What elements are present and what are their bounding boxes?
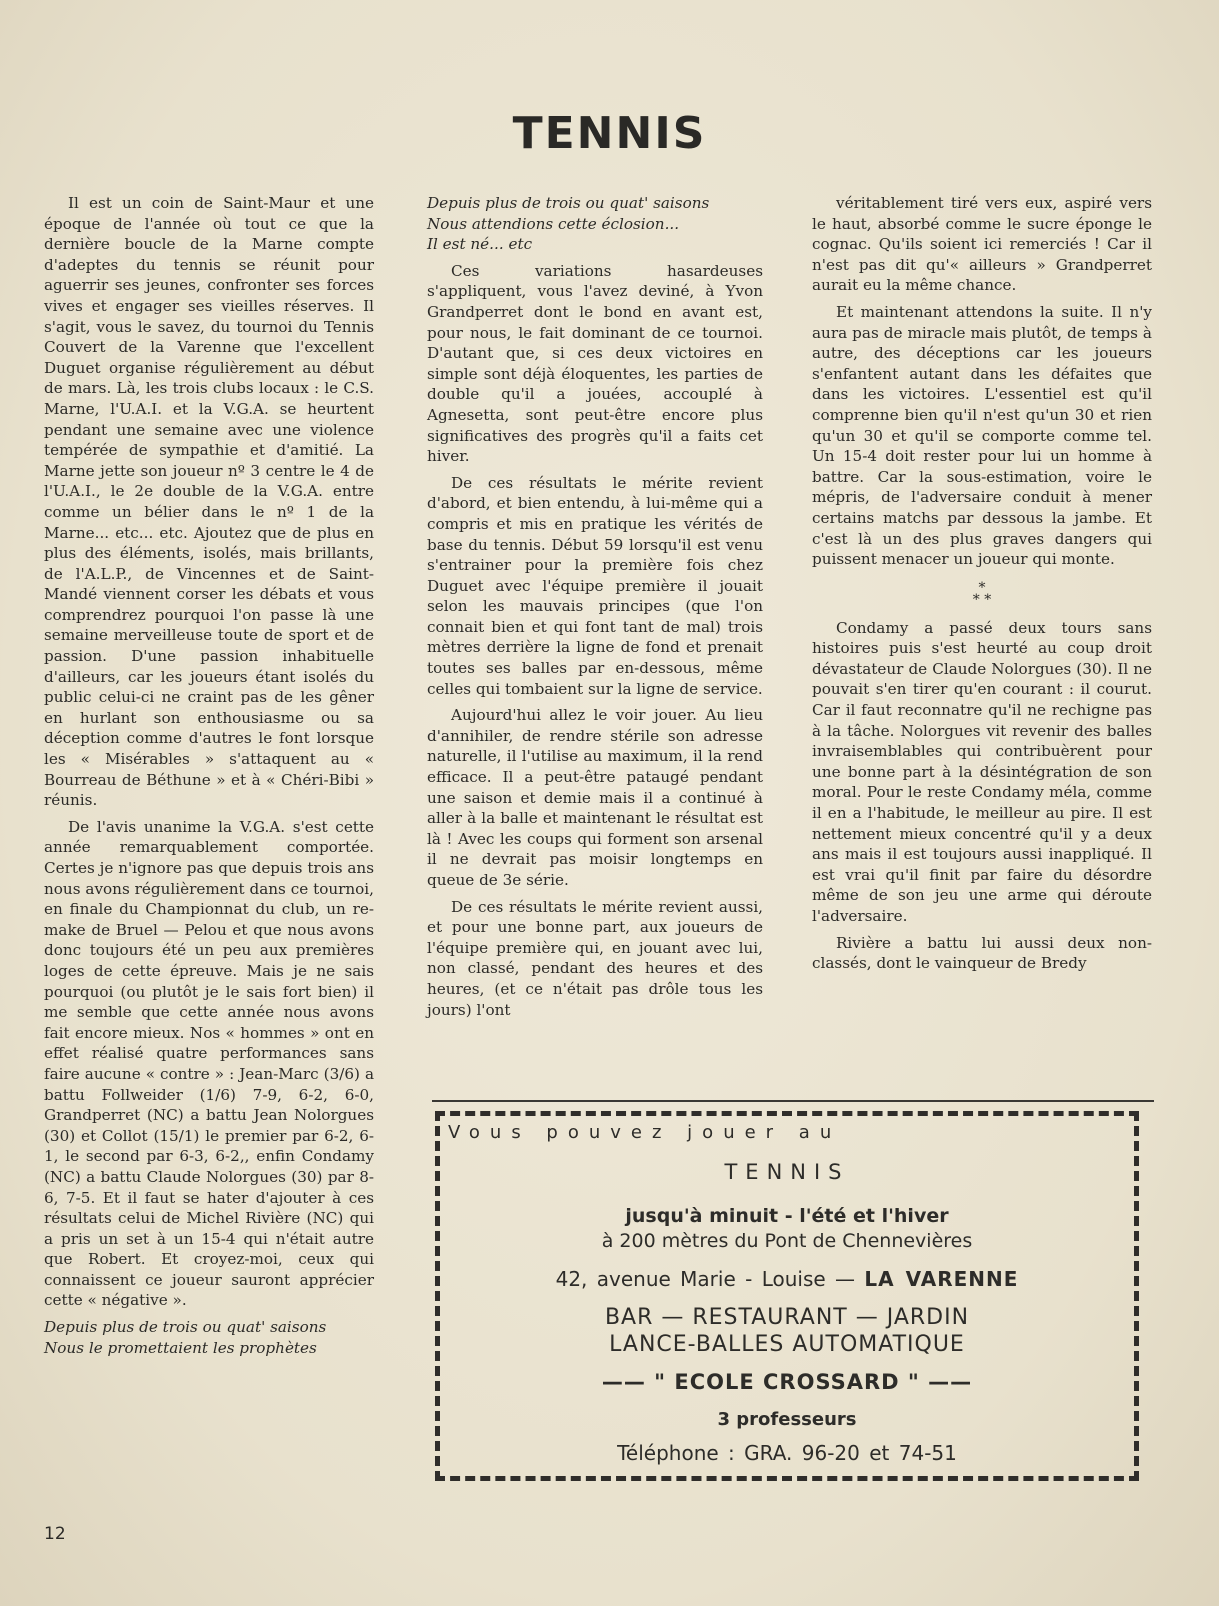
advert-phone <box>440 1441 1134 1465</box>
paragraph: De ces résultats le mérite revient d'abord, et bien entendu, à lui-même qui a compris et mis en pratique les vérités de base du tennis. Début 59 lorsqu'il est venu s'entrainer pour la première fois chez Duguet avec l'équipe première il jouait selon les mauvais principes (que l'on connait bien et qui font tant de mal) trois mètres derrière la ligne de fond et prenait toutes ses balles par en-dessous, même celles qui tombaient sur la ligne de service. <box>427 473 763 698</box>
verse-quote <box>44 1317 374 1358</box>
verse-line: Depuis plus de trois ou quat' saisons <box>427 194 710 212</box>
verse-line: Il est né... etc <box>427 235 533 254</box>
advert-address <box>440 1267 1134 1291</box>
asterism-bottom: * * <box>972 591 992 608</box>
verse-line: Nous attendions cette éclosion... <box>427 214 680 233</box>
paragraph: Rivière a battu lui aussi deux non-classés, dont le vainqueur de Bredy <box>812 933 1152 973</box>
paragraph: De l'avis unanime la V.G.A. s'est cette année remarquablement comportée. Certes je n'ignore pas que depuis trois ans nous avons régulièrement dans ce tournoi, en finale du Championnat du club, un re-make de Bruel — Pelou et que nous avons donc toujours été un peu aux premières loges de cette épreuve. Mais je ne sais pourquoi (ou plutôt je le sais fort bien) il me semble que cette année nous avons fait encore mieux. Nos « hommes » ont en effet réalisé quatre performances sans faire aucune « contre » : Jean-Marc (3/6) a battu Follweider (1/6) 7-9, 6-2, 6-0, Grandperret (NC) a battu Jean Nolorgues (30) et Collot (15/1) le premier par 6-2, 6-1, le second par 6-3, 6-2,, enfin Condamy (NC) a battu Claude Nolorgues (30) par 8-6, 7-5. Et il faut se hater d'ajouter à ces résultats celui de Michel Rivière (NC) qui a pris un set à un 15-4 qui n'était autre que Robert. Et croyez-moi, ceux qui connaissent ce joueur sauront apprécier cette « négative ». <box>44 817 374 1310</box>
article-column-3 <box>812 193 1152 980</box>
article-column-1 <box>44 193 374 1364</box>
phone-numbers: GRA. 96-20 et 74-51 <box>744 1441 957 1465</box>
page-title: TENNIS <box>512 108 707 159</box>
advert-school: —— " ECOLE CROSSARD " —— <box>601 1370 973 1394</box>
paragraph: Il est un coin de Saint-Maur et une époque de l'année où tout ce que la dernière boucle de la Marne compte d'adeptes du tennis se réunit pour aguerrir ses jeunes, confronter ses forces vives et engager ses vieilles réserves. Il s'agit, vous le savez, du tournoi du Tennis Couvert de la Varenne que l'excellent Duguet organise régulièrement au début de mars. Là, les trois clubs locaux : le C.S. Marne, l'U.A.I. et la V.G.A. se heurtent pendant une semaine avec une violence tempérée de sympathie et d'amitié. La Marne jette son joueur nº 3 centre le 4 de l'U.A.I., le 2e double de la V.G.A. entre comme un bélier dans le nº 1 de la Marne... etc... etc. Ajoutez que de plus en plus des éléments, isolés, mais brillants, de l'A.L.P., de Vincennes et de Saint-Mandé viennent corser les débats et vous comprendrez pourquoi l'on passe là une semaine merveilleuse toute de sport et de passion. D'une passion inhabituelle d'ailleurs, car les joueurs étant isolés du public celui-ci ne craint pas de les gêner en hurlant son enthousiasme ou sa déception comme d'autres le font lorsque les « Misérables » s'attaquent au « Bourreau de Béthune » et à « Chéri-Bibi » réunis. <box>44 194 374 810</box>
paragraph: De ces résultats le mérite revient aussi, et pour une bonne part, aux joueurs de l'équipe première qui, en jouant avec lui, non classé, pendant des heures et des heures, (et ce n'était pas drôle tous les jours) l'ont <box>427 897 763 1019</box>
asterism-top: * <box>978 579 986 596</box>
paragraph: Aujourd'hui allez le voir jouer. Au lieu d'annihiler, de rendre stérile son adresse naturelle, il l'utilise au maximum, il la rend efficace. Il a peut-être pataugé pendant une saison et demie mais il a continué à aller à la balle et maintenant le résultat est là ! Avec les coups qui forment son arsenal il ne devrait pas moisir longtemps en queue de 3e série. <box>427 706 763 889</box>
horizontal-rule <box>432 1100 1154 1102</box>
advert-distance: à 200 mètres du Pont de Chennevières <box>601 1230 973 1252</box>
advert-heading: TENNIS <box>724 1160 850 1184</box>
advert-town: LA VARENNE <box>864 1267 1019 1291</box>
paragraph: Condamy a passé deux tours sans histoires puis s'est heurté au coup droit dévastateur de Claude Nolorgues (30). Il ne pouvait s'en tirer qu'en courant : il courut. Car il faut reconnatre qu'il ne rechigne pas à la tâche. Nolorgues vit revenir des balles invraisemblables qui contribuèrent pour une bonne part à la désintégration de son moral. Pour le reste Condamy méla, comme il en a l'habitude, le meilleur au pire. Il est nettement mieux concentré qu'il y a deux ans mais il est toujours aussi inappliqué. Il est vrai qu'il finit par faire du désordre même de son jeu une arme qui déroute l'adversaire. <box>812 618 1152 925</box>
advert-street: 42, avenue Marie - Louise — <box>555 1267 856 1291</box>
advert-intro: Vous pouvez jouer au <box>448 1122 842 1143</box>
advert-teachers: 3 professeurs <box>717 1409 857 1430</box>
verse-line: Nous le promettaient les prophètes <box>44 1338 317 1357</box>
page-number: 12 <box>44 1524 66 1544</box>
advert-amenities: BAR — RESTAURANT — JARDIN <box>604 1305 970 1330</box>
section-separator-asterisks <box>812 579 1152 608</box>
paragraph: Et maintenant attendons la suite. Il n'y aura pas de miracle mais plutôt, de temps à autre, des déceptions car les joueurs s'enfantent autant dans les défaites que dans les victoires. L'essentiel est qu'il comprenne bien qu'il n'est qu'un 30 et rien qu'un 30 et qu'il se comporte comme tel. Un 15-4 doit rester pour lui un homme à battre. Car la sous-estimation, voire le mépris, de l'adversaire conduit à mener certains matchs par dessous la jambe. Et c'est là un des plus graves dangers qui puissent menacer un joueur qui monte. <box>812 302 1152 569</box>
phone-label: Téléphone : <box>617 1441 735 1465</box>
verse-line: Depuis plus de trois ou quat' saisons <box>44 1318 327 1337</box>
tennis-club-advert <box>435 1111 1139 1481</box>
advert-hours: jusqu'à minuit - l'été et l'hiver <box>625 1205 949 1227</box>
advert-ball-machine: LANCE-BALLES AUTOMATIQUE <box>609 1332 965 1357</box>
paragraph: véritablement tiré vers eux, aspiré vers le haut, absorbé comme le sucre éponge le cognac. Qu'ils soient ici remerciés ! Car il n'est pas dit qu'« ailleurs » Grandperret aurait eu la même chance. <box>812 194 1152 295</box>
paragraph: Ces variations hasardeuses s'appliquent, vous l'avez deviné, à Yvon Grandperret dont le bond en avant est, pour nous, le fait dominant de ce tournoi. D'autant que, si ces deux victoires en simple sont déjà éloquentes, les parties de double qu'il a jouées, accouplé à Agnesetta, sont peut-être encore plus significatives des progrès qu'il a faits cet hiver. <box>427 261 763 466</box>
verse-quote <box>427 193 763 255</box>
article-column-2 <box>427 193 763 1026</box>
